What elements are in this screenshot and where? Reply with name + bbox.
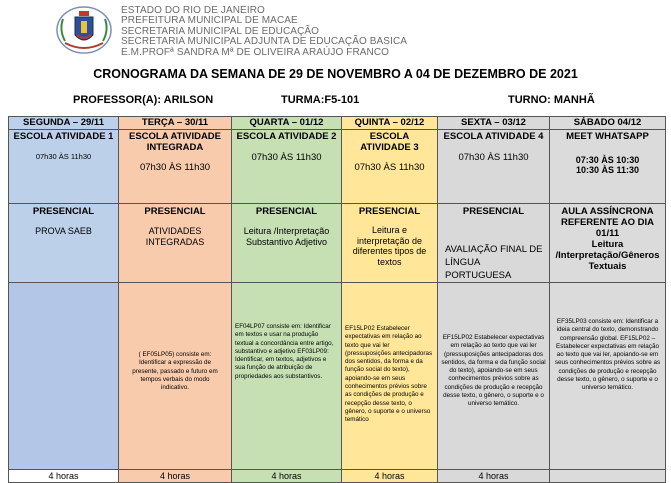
mode-cell — [119, 204, 232, 283]
activity-cell — [232, 130, 342, 204]
skill-cell — [232, 283, 342, 470]
skill-text: ( EF05LP05) consiste em: Identificar a expressão de presente, passado e futuro em tempos verbais do modo indicativo. — [132, 351, 218, 392]
page-title: CRONOGRAMA DA SEMANA DE 29 DE NOVEMBRO A 04 DE DEZEMBRO DE 2021 — [93, 67, 578, 81]
activity-row — [9, 130, 666, 204]
header-line: E.M.PROFª SANDRA Mª DE OLIVEIRA ARAÚJO FRANCO — [121, 46, 390, 58]
activity-name: ESCOLA ATIVIDADE INTEGRADA — [128, 131, 221, 153]
day-header: QUINTA – 02/12 — [342, 117, 438, 130]
skill-cell — [438, 283, 550, 470]
day-header: SEXTA – 03/12 — [438, 117, 550, 130]
hours-cell — [550, 470, 666, 483]
activity-time: 07h30 ÀS 11h30 — [139, 162, 211, 173]
turma-label: TURMA:F5-101 — [281, 94, 360, 106]
mode-description: PROVA SAEB — [35, 226, 92, 236]
mode-description: Leitura e interpretação de diferentes tipos de textos — [352, 225, 427, 267]
activity-cell — [119, 130, 232, 204]
header-line: ESTADO DO RIO DE JANEIRO — [121, 5, 265, 16]
header-line: SECRETARIA MUNICIPAL DE EDUCAÇÃO — [121, 25, 320, 37]
activity-name: ESCOLA ATIVIDADE 3 — [360, 131, 419, 153]
activity-cell — [342, 130, 438, 204]
day-header-row — [9, 117, 666, 130]
skill-text: EF04LP07 consiste em: Identificar em textos e usar na produção textual a concordância entre artigo, substantivo e adjetivo EF03LP09: Identificar, em textos, adjetivos e sua função de atribuição de propriedades aos substantivos. — [235, 323, 334, 380]
day-header: TERÇA – 30/11 — [119, 117, 232, 130]
activity-time: 07h30 ÀS 11h30 — [458, 151, 529, 163]
mode-label: PRESENCIAL — [255, 206, 318, 217]
mode-label: PRESENCIAL — [144, 206, 206, 217]
activity-time: 07:30 ÀS 10:30 10:30 ÀS 11:30 — [575, 154, 640, 175]
activity-time: 07h30 ÀS 11h30 — [354, 162, 425, 173]
activity-cell — [438, 130, 550, 204]
mode-cell — [438, 204, 550, 283]
skill-text: EF35LP03 consiste em: Identificar a ideia central do texto, demonstrando compreensão global. EF15LP02 – Estabelecer expectativas em relação ao texto que vai ler, apoiando-se em seus conhecimentos prévios sobre as condições de produção e recepção desse texto, o gênero, o suporte e o universo temático. — [554, 318, 661, 392]
header-line: PREFEITURA MUNICIPAL DE MACAE — [121, 15, 298, 27]
schedule-table — [8, 116, 666, 483]
mode-description: ATIVIDADES INTEGRADAS — [145, 226, 205, 247]
header-line: SECRETARIA MUNICIPAL ADJUNTA DE EDUCAÇÃO BASICA — [121, 36, 408, 48]
activity-name: MEET WHATSAPP — [566, 131, 649, 142]
mode-label: PRESENCIAL — [32, 206, 95, 217]
activity-cell — [9, 130, 119, 204]
day-header: QUARTA – 01/12 — [232, 117, 342, 130]
skill-row — [9, 283, 666, 470]
mode-description: Leitura /Interpretação Substantivo Adjetivo — [243, 226, 330, 247]
mode-label: PRESENCIAL — [462, 206, 525, 217]
activity-cell — [550, 130, 666, 204]
skill-text: EF15LP02 Estabelecer expectativas em relação ao texto que vai ler (pressuposições antecipadoras dos sentidos, da forma e da função social do texto), apoiando-se em seus conhecimentos prévios sobre as condições de produção e recepção desse texto, o gênero, o suporte e o universo temático. — [441, 334, 546, 408]
skill-cell — [342, 283, 438, 470]
hours-row — [9, 470, 666, 483]
mode-row — [9, 204, 666, 283]
municipal-seal-icon — [55, 5, 113, 55]
hours-cell: 4 horas — [119, 470, 232, 483]
turno-label: TURNO: MANHÃ — [508, 94, 595, 106]
mode-label: AULA ASSÍNCRONA REFERENTE AO DIA 01/11 — [560, 206, 655, 239]
skill-cell — [550, 283, 666, 470]
day-header: SEGUNDA – 29/11 — [9, 117, 119, 130]
mode-cell — [550, 204, 666, 283]
activity-time: 07h30 ÀS 11h30 — [251, 151, 322, 163]
skill-cell — [9, 283, 119, 470]
document-header — [0, 0, 671, 62]
day-header: SÁBADO 04/12 — [550, 117, 666, 130]
mode-cell — [232, 204, 342, 283]
mode-label: PRESENCIAL — [358, 206, 421, 217]
hours-cell: 4 horas — [232, 470, 342, 483]
activity-time: 07h30 ÀS 11h30 — [35, 151, 92, 161]
activity-name: ESCOLA ATIVIDADE 1 — [13, 131, 114, 142]
hours-cell: 4 horas — [342, 470, 438, 483]
skill-cell — [119, 283, 232, 470]
activity-name: ESCOLA ATIVIDADE 2 — [236, 131, 337, 142]
mode-description: Leitura /Interpretação/Gêneros Textuais — [555, 239, 660, 272]
professor-label: PROFESSOR(A): ARILSON — [73, 94, 214, 106]
hours-cell: 4 horas — [9, 470, 119, 483]
hours-cell: 4 horas — [438, 470, 550, 483]
activity-name: ESCOLA ATIVIDADE 4 — [443, 131, 544, 142]
header-lines — [121, 6, 407, 58]
mode-cell — [342, 204, 438, 283]
mode-cell — [9, 204, 119, 283]
mode-description: AVALIAÇÃO FINAL DE LÍNGUA PORTUGUESA — [445, 244, 543, 281]
skill-text: EF15LP02 Estabelecer expectativas em relação ao texto que vai ler (pressuposições antecipadoras dos sentidos, da forma e da função social do texto), apoiando-se em seus conhecimentos prévios sobre as condições de produção e recepção desse texto, o gênero, o suporte e o universo temático — [345, 325, 433, 424]
